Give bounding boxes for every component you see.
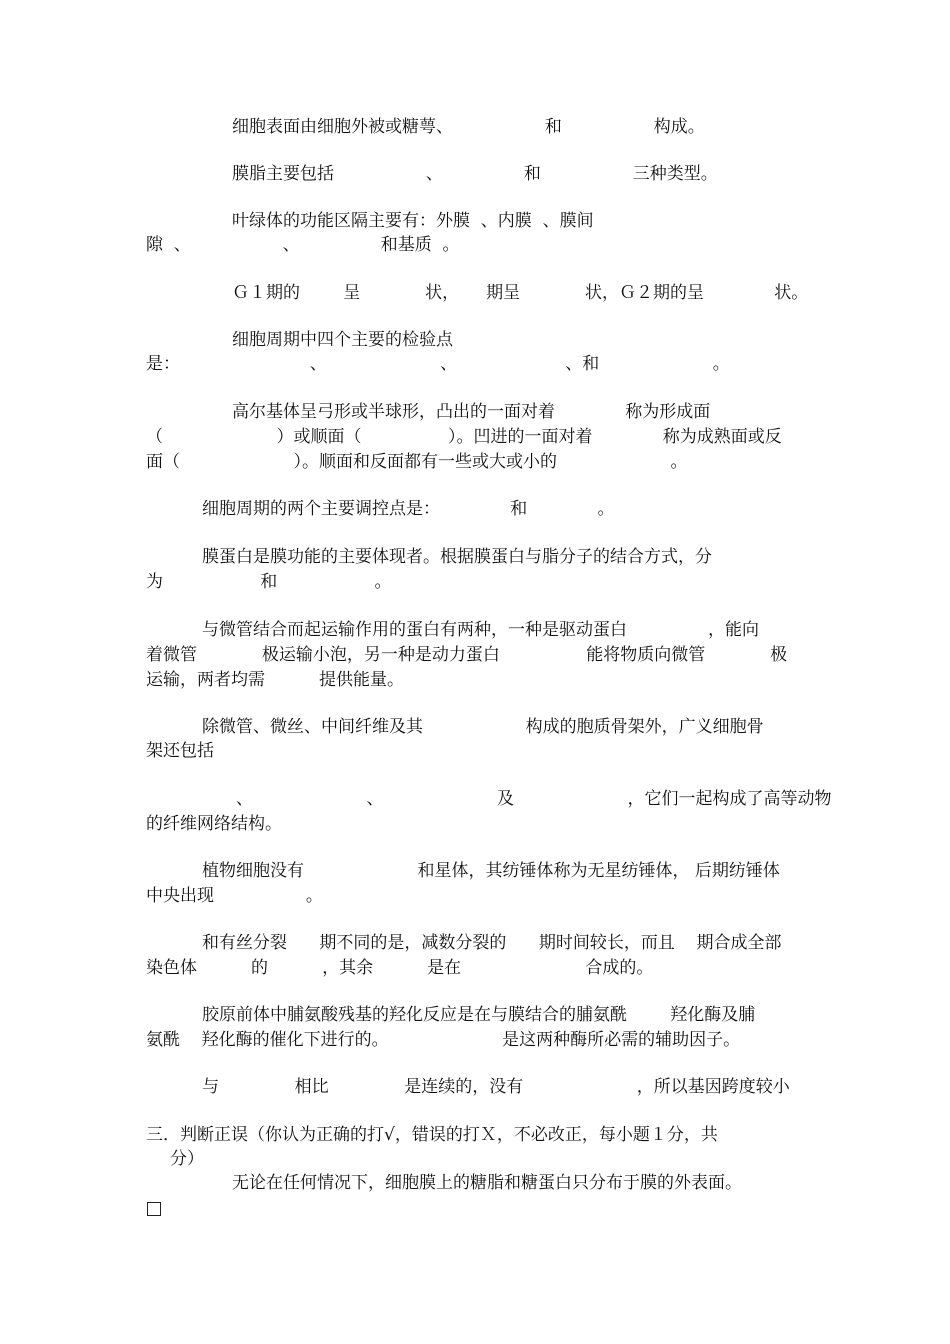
- text-line: 胶原前体中脯氨酸残基的羟化反应是在与膜结合的脯氨酰 羟化酶及脯: [202, 1005, 756, 1025]
- text-line: 与微管结合而起运输作用的蛋白有两种，一种是驱动蛋白 ，能向: [202, 620, 760, 640]
- text-line: 除微管、微丝、中间纤维及其 构成的胞质骨架外，广义细胞骨: [202, 717, 764, 737]
- text-line: 与 相比 是连续的，没有 ，所以基因跨度较小: [202, 1077, 790, 1097]
- text-line: 氨酰 羟化酶的催化下进行的。 是这两种酶所必需的辅助因子。: [146, 1030, 741, 1050]
- section-heading-continuation: 分）: [170, 1149, 204, 1169]
- text-line: 染色体 的 ，其余 是在 合成的。: [146, 958, 654, 978]
- text-line: Ｇ１期的 呈 状， 期呈 状，Ｇ２期的呈 状。: [232, 283, 809, 303]
- text-line: 无论在任何情况下，细胞膜上的糖脂和糖蛋白只分布于膜的外表面。: [232, 1173, 742, 1193]
- text-line: 隙 、 、 和基质 。: [146, 235, 460, 255]
- text-line: 是： 、 、 、和 。: [146, 354, 730, 374]
- text-line: 中央出现 。: [146, 886, 323, 906]
- text-line: 高尔基体呈弓形或半球形，凸出的一面对着 称为形成面: [232, 402, 711, 422]
- text-line: 、 、 及 ，它们一起构成了高等动物: [236, 789, 832, 809]
- text-line: 着微管 极运输小泡，另一种是动力蛋白 能将物质向微管 极: [146, 645, 788, 665]
- text-line: 细胞周期中四个主要的检验点: [232, 330, 453, 350]
- text-line: 架还包括: [146, 741, 214, 761]
- text-line: 为 和 。: [146, 572, 392, 592]
- text-line: （ ）或顺面（ ）。凹进的一面对着 称为成熟面或反: [146, 427, 782, 447]
- text-line: 膜蛋白是膜功能的主要体现者。根据膜蛋白与脂分子的结合方式，分: [202, 547, 712, 567]
- text-line: 膜脂主要包括 、 和 三种类型。: [232, 164, 718, 184]
- text-line: 运输，两者均需 提供能量。: [146, 670, 405, 690]
- text-line: 叶绿体的功能区隔主要有：外膜 、内膜 、膜间: [232, 211, 594, 231]
- text-line: 的纤维网络结构。: [146, 814, 282, 834]
- text-line: 和有丝分裂 期不同的是，减数分裂的 期时间较长，而且 期合成全部: [202, 933, 782, 953]
- text-line: 细胞表面由细胞外被或糖萼、 和 构成。: [232, 117, 705, 137]
- text-line: 细胞周期的两个主要调控点是： 和 。: [202, 499, 615, 519]
- text-line: 面（ ）。顺面和反面都有一些或大或小的 。: [146, 452, 688, 472]
- answer-checkbox[interactable]: [147, 1202, 161, 1216]
- text-line: 植物细胞没有 和星体，其纺锤体称为无星纺锤体， 后期纺锤体: [202, 861, 780, 881]
- section-heading: 三．判断正误（你认为正确的打√，错误的打Ｘ，不必改正，每小题１分，共: [146, 1125, 718, 1145]
